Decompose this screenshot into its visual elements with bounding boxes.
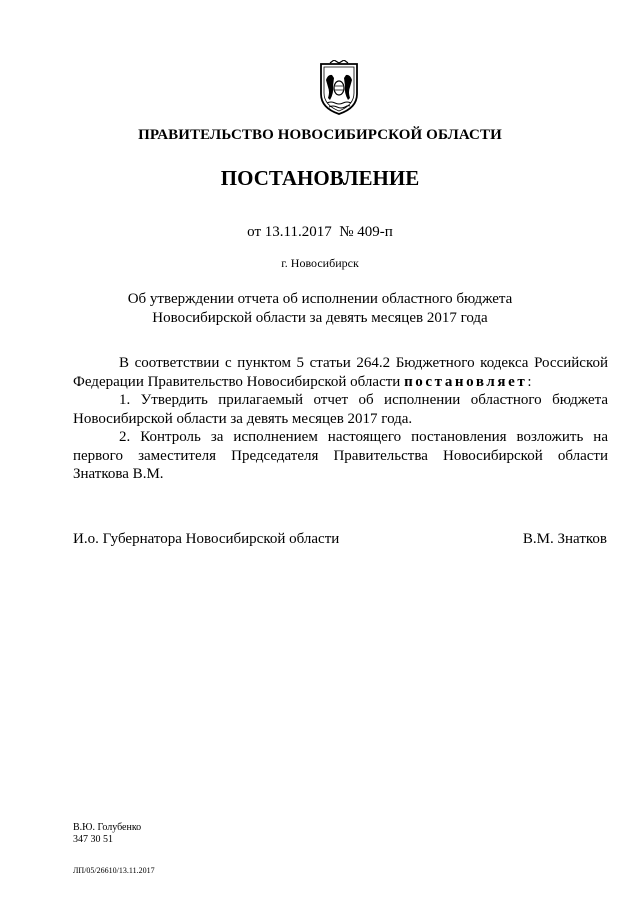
signatory-position: И.о. Губернатора Новосибирской области [73,531,340,547]
registration-code: ЛП/05/26610/13.11.2017 [73,866,155,875]
intro-paragraph [73,354,608,391]
document-type: ПОСТАНОВЛЕНИЕ [220,166,420,190]
item-paragraph: 2. Контроль за исполнением настоящего постановления возложить на первого заместителя Председателя Правительства Новосибирской области Знаткова В.М. [73,429,608,482]
city: г. Новосибирск [281,256,359,270]
item-paragraph: 1. Утвердить прилагаемый отчет об исполнении областного бюджета Новосибирской области за девять месяцев 2017 года. [73,392,608,427]
decree-colon: : [527,373,532,390]
document-body [73,354,608,484]
document-subject [100,290,540,328]
signatory-name: В.М. Знатков [522,531,607,547]
subject-line: Новосибирской области за девять месяцев 2017 года [152,310,488,326]
decree-word: постановляет [404,373,528,390]
executor-phone: 347 30 51 [73,834,113,845]
subject-line: Об утверждении отчета об исполнении областного бюджета [127,291,513,307]
government-name: ПРАВИТЕЛЬСТВО НОВОСИБИРСКОЙ ОБЛАСТИ [138,127,502,143]
novosibirsk-coat-of-arms-icon [316,60,362,116]
date-and-number: от 13.11.2017 № 409-п [247,224,393,240]
executor-name: В.Ю. Голубенко [73,822,142,833]
intro-text: В соответствии с пунктом 5 статьи 264.2 Бюджетного кодекса Российской Федерации Правительство Новосибирской области [73,355,608,390]
